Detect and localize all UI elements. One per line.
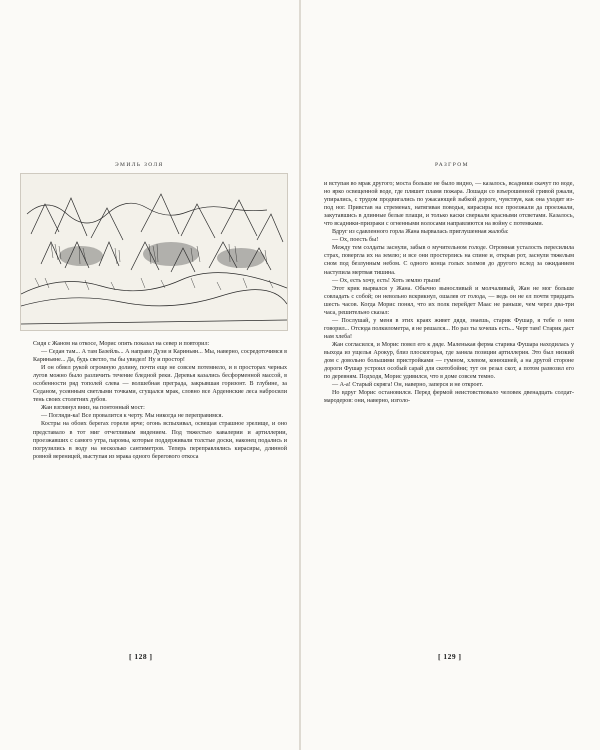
- running-head-left: ЭМИЛЬ ЗОЛЯ: [115, 162, 164, 168]
- paragraph: — Послушай, у меня в этих краях живет дядя, знаешь, старик Фушар, я тебе о нем говорил... Отсюда полкилометра, я не решался... Но раз ты хочешь есть... Черт там! Старик даст нам хлеба!: [324, 317, 574, 340]
- right-page: [302, 0, 600, 750]
- running-head-right: РАЗГРОМ: [435, 162, 469, 168]
- page-number-left: [ 128 ]: [129, 652, 153, 661]
- paragraph: Но вдруг Морис остановился. Перед фермой неистовствовало человек двенадцать солдат-мародеров: они, наверно, изголо-: [324, 390, 574, 405]
- paragraph: и вступая во мрак другого; моста больше не было видно, — казалось, всадники скачут по воде, но ярко освещенной воде, где пляшет пламя пожара. Лошади со взъерошенной гривой ржали, упирались, с трудом продвигались по ужасающей зыбкой дороге, чувствуя, как она уходит из-под ног. Привстав на стременах, натягивая поводья, кирасиры все проезжали да проезжали, закутавшись в длинные белые плащи, и только каски сверкали красными отсветами. Казалось, что всадники-призраки с огненными волосами направляются на войну с потемками.: [324, 181, 574, 228]
- paragraph: Сидя с Жаном на откосе, Морис опять показал на север и повторил:: [33, 341, 210, 347]
- paragraph: И он обвел рукой огромную долину, почти еще не совсем потемнело, и в просторах черных лугов можно было различить течение бледной реки. Деревья казались бесформенной массой, в особенности ряд тополей слева — волшебная преграда, закрывшая горизонт. В глубине, за Седаном, усеянным светлыми точками, сгущался мрак, словно все Арденнские леса набросили тень своих столетних дубов.: [33, 365, 287, 404]
- paragraph: Жан взглянул вниз, на понтонный мост:: [41, 405, 145, 412]
- left-page: [0, 0, 298, 750]
- left-page-text: [33, 340, 287, 461]
- book-gutter: [299, 0, 301, 750]
- right-page-text: [324, 180, 574, 405]
- paragraph: — Ох, поесть бы!: [332, 237, 379, 244]
- engraving-illustration: [20, 173, 288, 331]
- paragraph: Костры на обоих берегах горели ярче; огонь вспыхивал, освещая страшное зрелище, и оно представало в тот миг отчетливым видением. Под тяжестью кавалерии и артиллерии, проезжавших с самого утра, паромы, которые поддерживали толстые доски, наконец подались и погрузились в воду на несколько сантиметров. Теперь переправлялись кирасиры, длинной ровной вереницей, выступая из мрака одного берегового откоса: [33, 421, 287, 460]
- paragraph: Этот крик вырвался у Жана. Обычно выносливый и молчаливый, Жан не мог больше совладать с собой; он невольно вскрикнул, ошалев от голода, — ведь он не ел почти тридцать шесть часов. Когда Морис понял, что их полк перейдет Маас не раньше, чем через два-три часа, решительно сказал:: [324, 285, 574, 316]
- paragraph: — Ох, есть хочу, есть! Хоть землю грызи!: [332, 277, 441, 284]
- paragraph: Жан согласился, и Морис повел его к дяде. Маленькая ферма старика Фушара находилась у выхода из ущелья Арокур, близ плоскогорья, где заняла позиции артиллерия. Это был низкий дом с довольно большими пристройками — гумном, хлевом, конюшней, а на другой стороне дороги Фушар устроил особый сарай для скотобойни; тут он резал скот, а потом развозил его по деревням. Подходя, Морис удивился, что в доме совсем темно.: [324, 341, 574, 381]
- paragraph: — Седан там... А там Базейль... А направо Дуэи и Кариньян... Мы, наверно, сосредоточимся в Кариньяне... Да, будь светло, ты бы увидел! Ну и простор!: [33, 349, 287, 364]
- page-number-right: [ 129 ]: [438, 652, 462, 661]
- paragraph: Вдруг из сдавленного горла Жана вырвалась приглушенная жалоба:: [332, 229, 509, 236]
- paragraph: Между тем солдаты заснули, забыв о мучительном голоде. Огромная усталость пересилила страх, повергла их на землю; и все они простерлись на спине и, открыв рот, заснули тяжелым сном под безлунным небом. С одного конца голых холмов до другого вслед за ожиданием наступила мертвая тишина.: [324, 245, 574, 276]
- paragraph: — А-а! Старый скряга! Он, наверно, заперся и не откроет.: [332, 382, 484, 389]
- paragraph: — Погляди-ка! Все провалится к черту. Мы никогда не переправимся.: [41, 413, 223, 420]
